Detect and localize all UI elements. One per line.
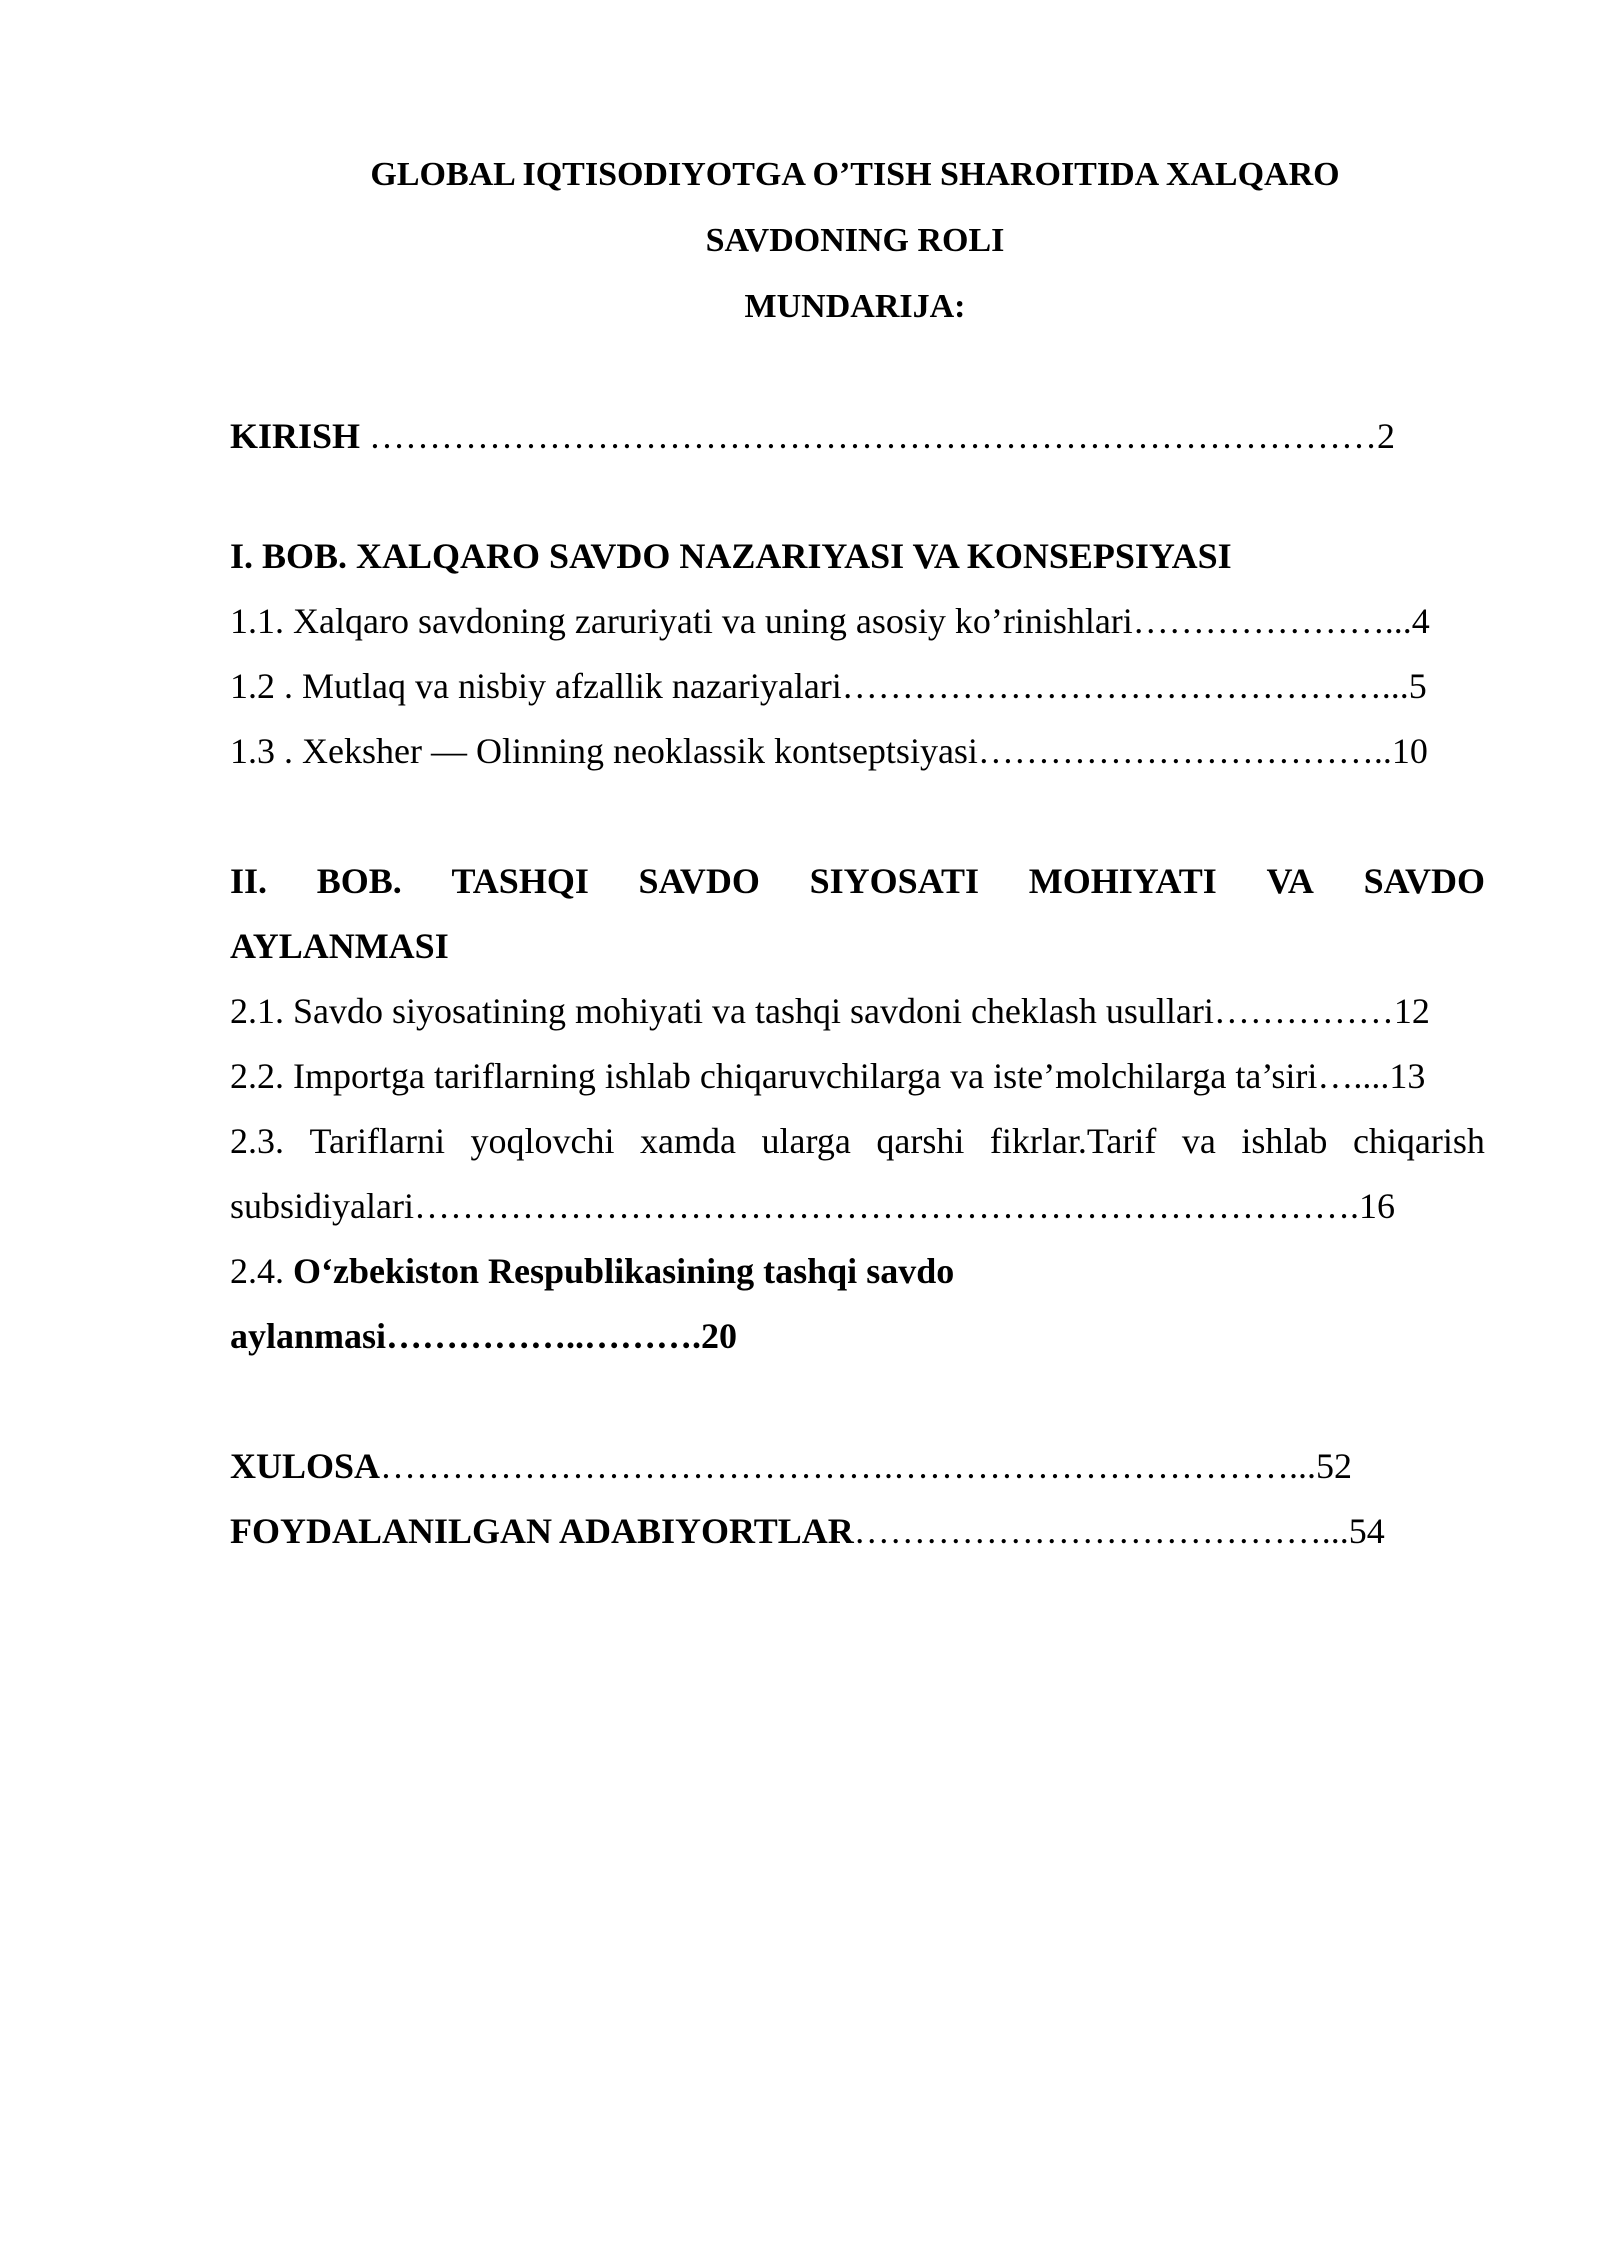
entry-word: ishlab (1241, 1121, 1328, 1161)
entry-number: 2.4. (230, 1251, 293, 1291)
toc-entry-2-4-line-2: aylanmasi……………..……….20 (230, 1316, 738, 1356)
chapter-1-heading: I. BOB. XALQARO SAVDO NAZARIYASI VA KONSEPSIYASI (230, 536, 1232, 576)
toc-page-number: 54 (1348, 1511, 1385, 1551)
heading-word: SAVDO (1363, 861, 1485, 901)
entry-word: 2.3. (230, 1121, 284, 1161)
document-title-line-2: SAVDONING ROLI (705, 222, 1005, 259)
heading-word: SIYOSATI (809, 861, 980, 901)
toc-entry-label: XULOSA (230, 1446, 381, 1486)
toc-leader-dots: …………………………………... (853, 1511, 1349, 1551)
toc-entry-label: FOYDALANILGAN ADABIYORTLAR (230, 1511, 854, 1551)
entry-word: xamda (640, 1121, 736, 1161)
toc-entry-2-2: 2.2. Importga tariflarning ishlab chiqaruvchilarga va iste’molchilarga ta’siri…....13 (230, 1056, 1426, 1096)
heading-word: TASHQI (451, 861, 589, 901)
toc-entry-conclusion (230, 1444, 1485, 1488)
toc-heading: MUNDARIJA: (744, 288, 966, 325)
entry-word: qarshi (876, 1121, 965, 1161)
toc-entry-references (230, 1509, 1485, 1553)
toc-entry-2-4 (230, 1249, 1485, 1293)
toc-page-number: 52 (1316, 1446, 1353, 1486)
toc-entry-2-1: 2.1. Savdo siyosatining mohiyati va tashqi savdoni cheklash usullari……………12 (230, 991, 1430, 1031)
toc-leader-dots: …………………………………….……………………………... (380, 1446, 1317, 1486)
entry-word: chiqarish (1352, 1121, 1485, 1161)
toc-page-number: 2 (1377, 416, 1396, 456)
entry-word: va (1181, 1121, 1216, 1161)
document-title-line-1: GLOBAL IQTISODIYOTGA O’TISH SHAROITIDA XALQARO (370, 156, 1340, 193)
toc-entry-label: KIRISH (230, 416, 361, 456)
toc-entry-2-3-line-2: subsidiyalari…………………………………………………………………….16 (230, 1186, 1395, 1226)
toc-entry-2-3 (230, 1119, 1485, 1163)
chapter-2-heading (230, 859, 1485, 903)
heading-word: SAVDO (638, 861, 760, 901)
toc-entry-intro (230, 414, 1485, 458)
heading-word: II. (230, 861, 268, 901)
heading-word: BOB. (316, 861, 402, 901)
toc-entry-1-3: 1.3 . Xeksher — Olinning neoklassik kontseptsiyasi……………………………..10 (230, 731, 1428, 771)
toc-entry-1-2: 1.2 . Mutlaq va nisbiy afzallik nazariyalari………………………………………...5 (230, 666, 1427, 706)
chapter-2-heading-line-2: AYLANMASI (230, 926, 449, 966)
entry-word: ularga (761, 1121, 851, 1161)
entry-word: fikrlar.Tarif (989, 1121, 1157, 1161)
heading-word: MOHIYATI (1028, 861, 1217, 901)
entry-word: yoqlovchi (470, 1121, 615, 1161)
toc-entry-1-1: 1.1. Xalqaro savdoning zaruriyati va uning asosiy ko’rinishlari…………………...4 (230, 601, 1430, 641)
toc-leader-dots: ………………………………………………………………………… (360, 416, 1378, 456)
entry-title: O‘zbekiston Respublikasining tashqi savdo (293, 1251, 955, 1291)
heading-word: VA (1266, 861, 1314, 901)
entry-word: Tariflarni (309, 1121, 445, 1161)
